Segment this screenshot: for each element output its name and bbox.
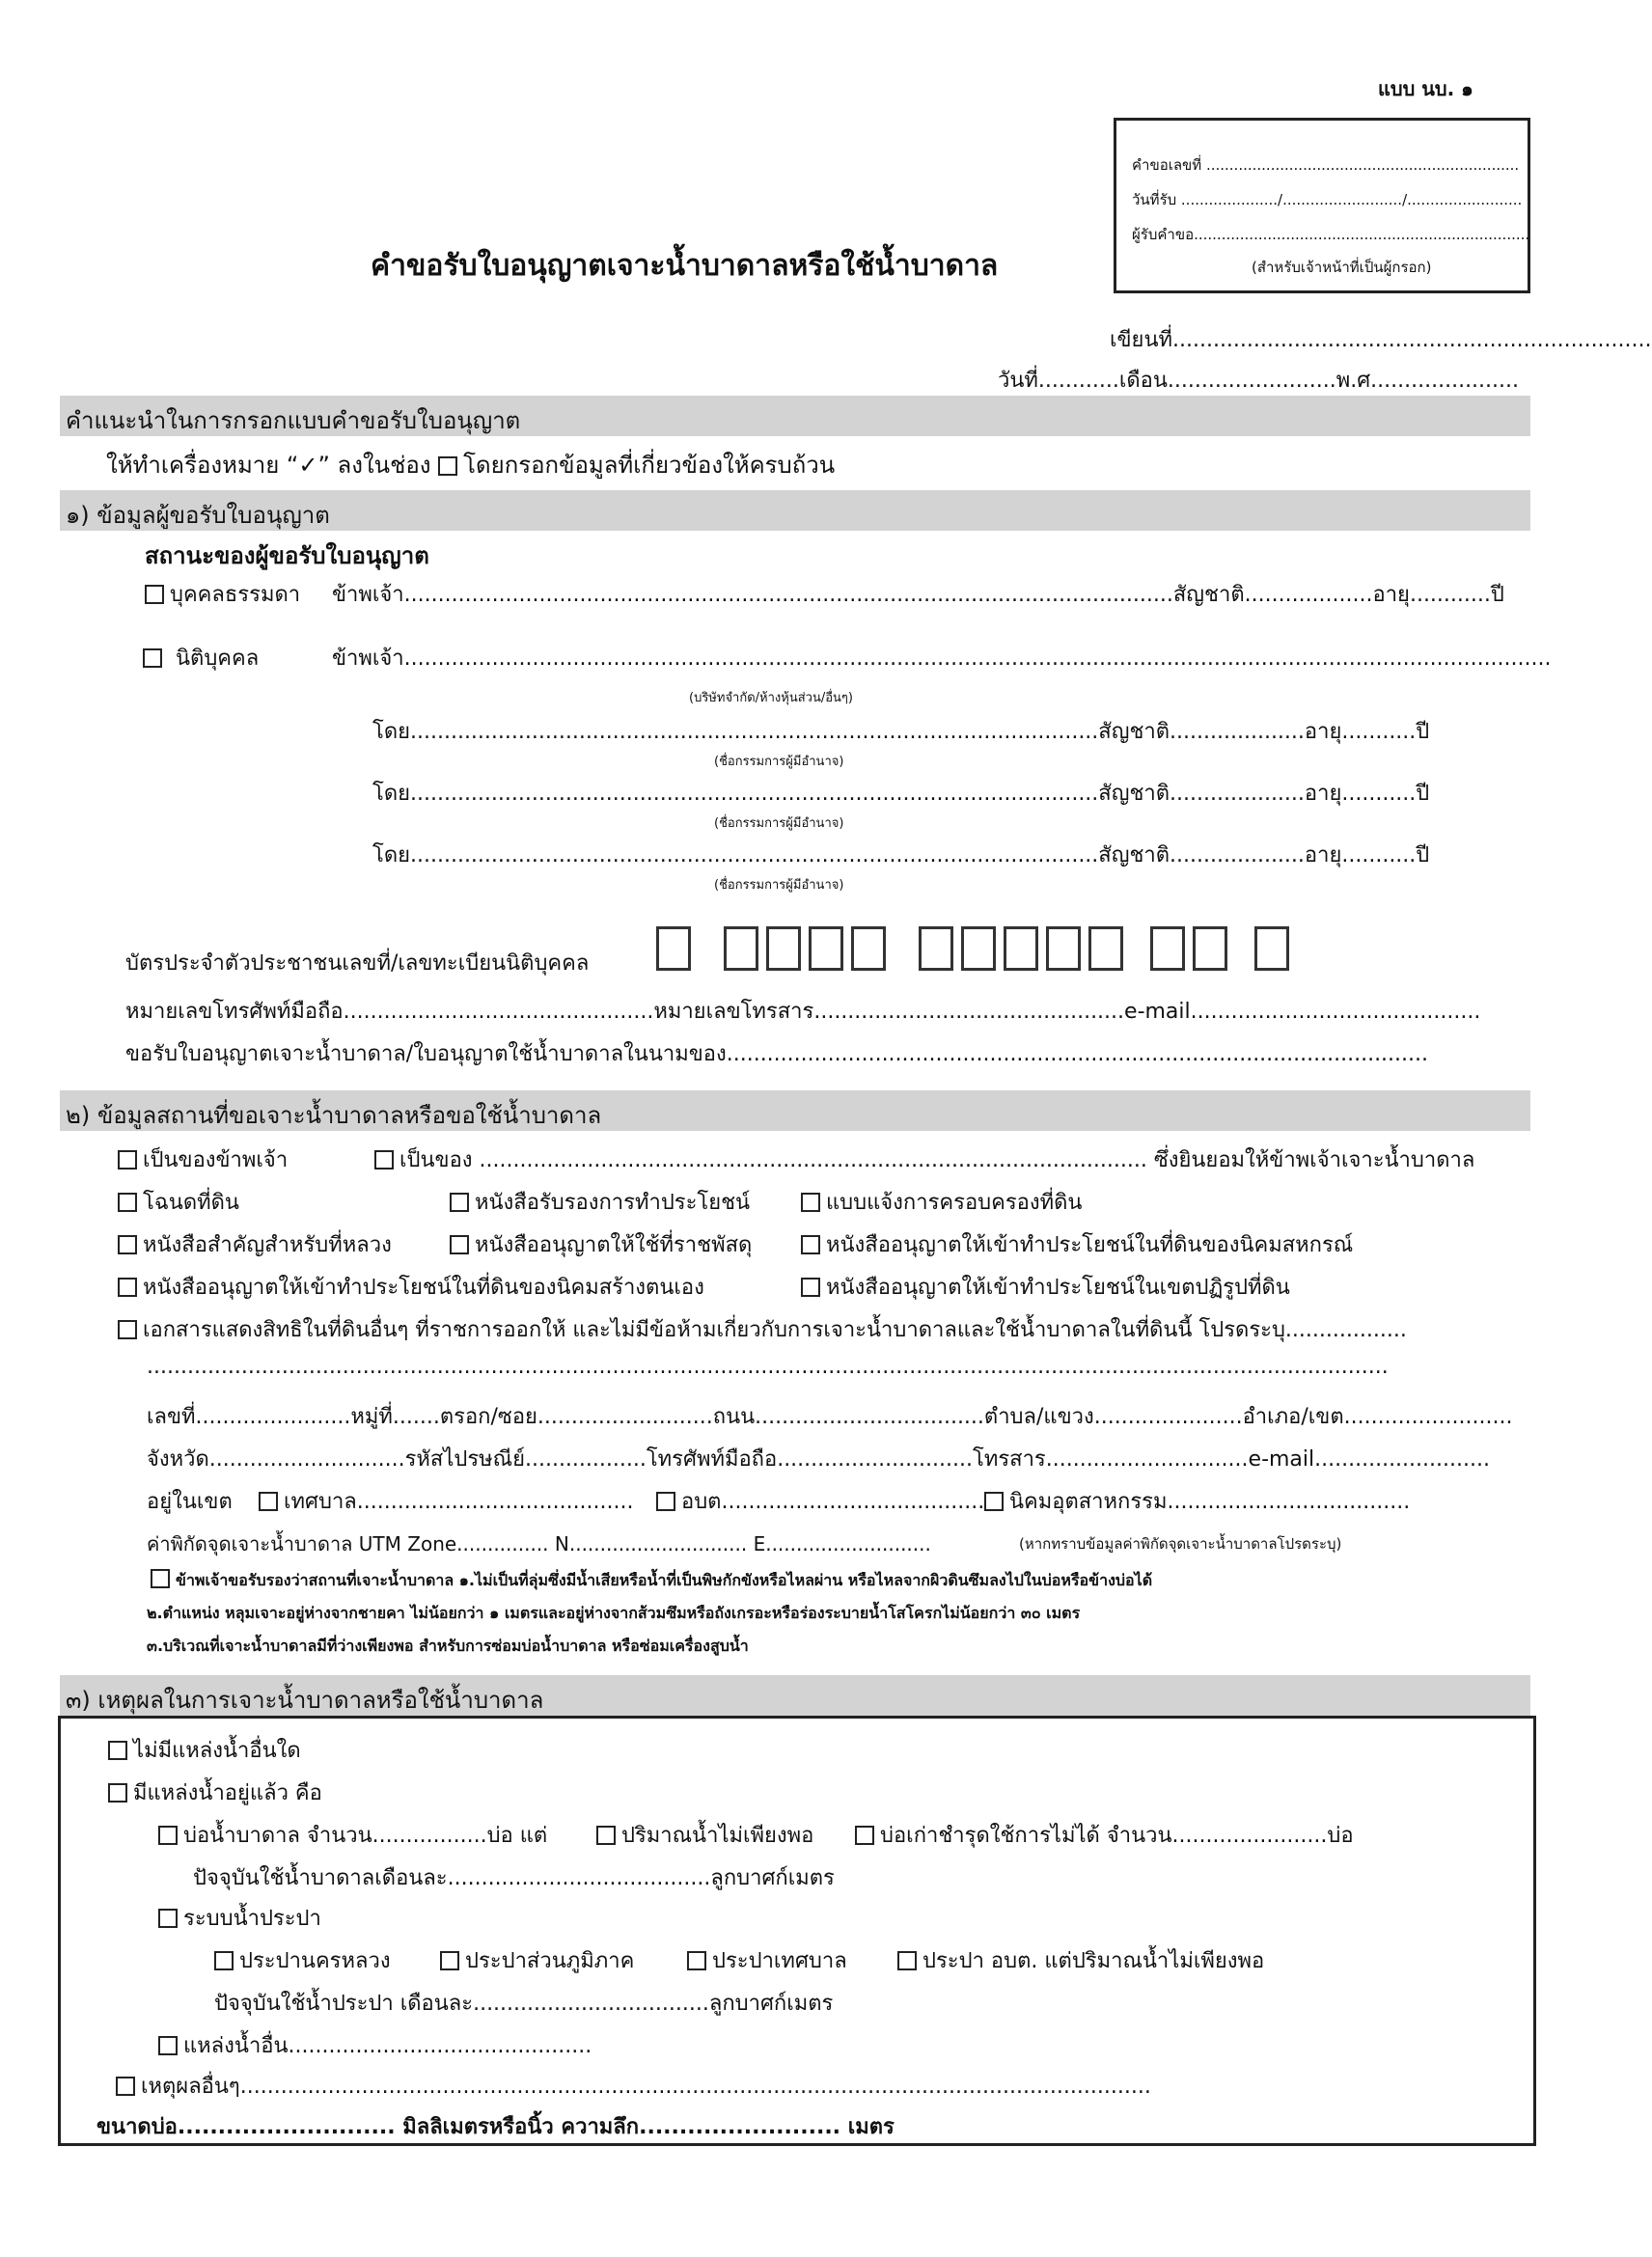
office-use-box bbox=[1114, 118, 1530, 293]
metro-option: ประปานครหลวง bbox=[214, 1943, 391, 1977]
utm-note: (หากทราบข้อมูลค่าพิกัดจุดเจาะน้ำบาดาลโปรดระบุ) bbox=[1019, 1535, 1342, 1553]
id-number-label: บัตรประจำตัวประชาชนเลขที่/เลขทะเบียนนิติบุคคล bbox=[125, 951, 590, 976]
royal-checkbox[interactable] bbox=[118, 1235, 137, 1254]
muni-tap-checkbox[interactable] bbox=[687, 1951, 706, 1970]
request-name-field[interactable]: ขอรับใบอนุญาตเจาะน้ำบาดาล/ใบอนุญาตใช้น้ำบาดาลในนามของ........................................................................................................ bbox=[125, 1042, 1429, 1066]
sao-tap-option: ประปา อบต. แต่ปริมาณน้ำไม่เพียงพอ bbox=[897, 1943, 1264, 1977]
individual-checkbox[interactable] bbox=[145, 585, 164, 604]
id-digit-box[interactable] bbox=[1150, 926, 1185, 971]
certify-line-2: ๒.ตำแหน่ง หลุมเจาะอยู่ห่างจากชายคา ไม่น้อยกว่า ๑ เมตรและอยู่ห่างจากส้วมซึมหรือถังเกรอะหรือร่องระบายน้ำโสโครกไม่น้อยกว่า ๓๐ เมตร bbox=[147, 1604, 1081, 1622]
juristic-checkbox[interactable] bbox=[143, 648, 162, 668]
juristic-name-field[interactable]: ข้าพเจ้า.......................................................................................................................................................................... bbox=[332, 647, 1552, 671]
date-field[interactable]: วันที่............เดือน.........................พ.ศ...................... bbox=[998, 369, 1520, 393]
phone-fields[interactable]: หมายเลขโทรศัพท์มือถือ..............................................หมายเลขโทรสาร..............................................e-mail........................................... bbox=[125, 1000, 1481, 1024]
zone-label: อยู่ในเขต bbox=[147, 1490, 233, 1514]
other-source-checkbox[interactable] bbox=[158, 2036, 178, 2055]
id-digit-box[interactable] bbox=[961, 926, 996, 971]
coop-checkbox[interactable] bbox=[801, 1235, 820, 1254]
broken-checkbox[interactable] bbox=[855, 1826, 874, 1845]
own-land-checkbox[interactable] bbox=[118, 1150, 137, 1170]
no-source-checkbox[interactable] bbox=[108, 1741, 127, 1760]
juristic-type-note: (บริษัทจำกัด/ห้างหุ้นส่วน/อื่นๆ) bbox=[689, 691, 853, 705]
other-reason-option: เหตุผลอื่นๆ....................................................................................................................................... bbox=[116, 2069, 1151, 2103]
director-field-1[interactable]: โดย......................................................................................................สัญชาติ....................อายุ...........ปี bbox=[372, 720, 1430, 744]
office-note: (สำหรับเจ้าหน้าที่เป็นผู้กรอก) bbox=[1252, 259, 1432, 276]
current-well-field[interactable]: ปัจจุบันใช้น้ำบาดาลเดือนละ.......................................ลูกบาศก์เมตร bbox=[193, 1866, 835, 1890]
individual-row: บุคคลธรรมดา bbox=[145, 577, 300, 611]
request-number-field[interactable]: คำขอเลขที่ .................................................................... bbox=[1132, 156, 1520, 174]
id-digit-box[interactable] bbox=[919, 926, 953, 971]
certify-line-1: ข้าพเจ้าขอรับรองว่าสถานที่เจาะน้ำบาดาล ๑.ไม่เป็นที่ลุ่มซึ่งมีน้ำเสียหรือน้ำที่เป็นพิษกักขังหรือไหลผ่าน หรือไหลจากผิวดินซึมลงไปในบ่อหรือข้างบ่อได้ bbox=[151, 1569, 1152, 1593]
insufficient-option: ปริมาณน้ำไม่เพียงพอ bbox=[596, 1818, 813, 1852]
metro-checkbox[interactable] bbox=[214, 1951, 234, 1970]
tap-option: ระบบน้ำประปา bbox=[158, 1901, 321, 1935]
section2-header: ๒) ข้อมูลสถานที่ขอเจาะน้ำบาดาลหรือขอใช้น้ำบาดาล bbox=[60, 1090, 1530, 1131]
id-digit-box[interactable] bbox=[809, 926, 843, 971]
received-date-field[interactable]: วันที่รับ ...................../........................../......................... bbox=[1132, 191, 1523, 208]
section1-header: ๑) ข้อมูลผู้ขอรับใบอนุญาต bbox=[60, 490, 1530, 531]
tap-checkbox[interactable] bbox=[158, 1909, 178, 1928]
sao-tap-checkbox[interactable] bbox=[897, 1951, 917, 1970]
director-note-1: (ชื่อกรรมการผู้มีอำนาจ) bbox=[714, 755, 844, 769]
instruction-text: ให้ทำเครื่องหมาย “✓” ลงในช่อง โดยกรอกข้อมูลที่เกี่ยวข้องให้ครบถ้วน bbox=[106, 452, 836, 479]
applicant-status-label: สถานะของผู้ขอรับใบอนุญาต bbox=[145, 542, 429, 569]
other-doc-detail-field[interactable]: ........................................................................................................................................................................................ bbox=[147, 1355, 1389, 1379]
check-mark-icon: ✓ bbox=[298, 452, 318, 479]
other-doc-checkbox[interactable] bbox=[118, 1320, 137, 1339]
director-note-2: (ชื่อกรรมการผู้มีอำนาจ) bbox=[714, 816, 844, 831]
section3-header: ๓) เหตุผลในการเจาะน้ำบาดาลหรือใช้น้ำบาดาล bbox=[60, 1675, 1530, 1716]
sao-checkbox[interactable] bbox=[656, 1492, 675, 1511]
form-code: แบบ นบ. ๑ bbox=[1378, 77, 1473, 100]
juristic-row: นิติบุคคล bbox=[143, 641, 259, 674]
sao-option: อบต....................................... bbox=[656, 1484, 984, 1518]
certify-line-3: ๓.บริเวณที่เจาะน้ำบาดาลมีที่ว่างเพียงพอ สำหรับการซ่อมบ่อน้ำบาดาล หรือซ่อมเครื่องสูบน้ำ bbox=[147, 1637, 749, 1655]
id-digit-box[interactable] bbox=[766, 926, 801, 971]
instruction-header: คำแนะนำในการกรอกแบบคำขอรับใบอนุญาต bbox=[60, 396, 1530, 436]
has-source-checkbox[interactable] bbox=[108, 1783, 127, 1803]
belongs-checkbox[interactable] bbox=[374, 1150, 394, 1170]
other-doc-option: เอกสารแสดงสิทธิในที่ดินอื่นๆ ที่ราชการออกให้ และไม่มีข้อห้ามเกี่ยวกับการเจาะน้ำบาดาลและใช้น้ำบาดาลในที่ดินนี้ โปรดระบุ.................. bbox=[118, 1312, 1407, 1346]
notify-option: แบบแจ้งการครอบครองที่ดิน bbox=[801, 1185, 1082, 1219]
notify-checkbox[interactable] bbox=[801, 1193, 820, 1212]
written-at-field[interactable]: เขียนที่....................................................................... bbox=[1110, 328, 1652, 352]
director-field-3[interactable]: โดย......................................................................................................สัญชาติ....................อายุ...........ปี bbox=[372, 843, 1430, 867]
industrial-option: นิคมอุตสาหกรรม.................................... bbox=[984, 1484, 1410, 1518]
insufficient-checkbox[interactable] bbox=[596, 1826, 616, 1845]
id-digit-box[interactable] bbox=[1004, 926, 1038, 971]
deed-option: โฉนดที่ดิน bbox=[118, 1185, 239, 1219]
current-tap-field[interactable]: ปัจจุบันใช้น้ำประปา เดือนละ...................................ลูกบาศก์เมตร bbox=[214, 1992, 834, 2016]
director-field-2[interactable]: โดย......................................................................................................สัญชาติ....................อายุ...........ปี bbox=[372, 782, 1430, 806]
muni-tap-option: ประปาเทศบาล bbox=[687, 1943, 847, 1977]
individual-name-field[interactable]: ข้าพเจ้า..................................................................................................................สัญชาติ...................อายุ............ปี bbox=[332, 583, 1504, 607]
own-land-option: เป็นของข้าพเจ้า bbox=[118, 1142, 288, 1176]
receiver-field[interactable]: ผู้รับคำขอ......................................................................... bbox=[1132, 226, 1530, 243]
municipality-checkbox[interactable] bbox=[259, 1492, 278, 1511]
well-checkbox[interactable] bbox=[158, 1826, 178, 1845]
id-digit-box[interactable] bbox=[1193, 926, 1227, 971]
well-size-field[interactable]: ขนาดบ่อ........................... มิลลิเมตรหรือนิ้ว ความลึก......................... เมตร bbox=[96, 2115, 895, 2139]
deed-checkbox[interactable] bbox=[118, 1193, 137, 1212]
regional-option: ประปาส่วนภูมิภาค bbox=[440, 1943, 634, 1977]
industrial-checkbox[interactable] bbox=[984, 1492, 1004, 1511]
coop-option: หนังสืออนุญาตให้เข้าทำประโยชน์ในที่ดินของนิคมสหกรณ์ bbox=[801, 1227, 1353, 1261]
certify-checkbox[interactable] bbox=[151, 1569, 170, 1588]
cert-use-checkbox[interactable] bbox=[450, 1193, 469, 1212]
page-title: คำขอรับใบอนุญาตเจาะน้ำบาดาลหรือใช้น้ำบาดาล bbox=[371, 249, 999, 283]
well-option: บ่อน้ำบาดาล จำนวน.................บ่อ แต่ bbox=[158, 1818, 547, 1852]
no-source-option: ไม่มีแหล่งน้ำอื่นใด bbox=[108, 1733, 301, 1767]
reform-option: หนังสืออนุญาตให้เข้าทำประโยชน์ในเขตปฏิรูปที่ดิน bbox=[801, 1270, 1290, 1304]
id-digit-box[interactable] bbox=[851, 926, 886, 971]
id-digit-box[interactable] bbox=[724, 926, 758, 971]
address-line-1[interactable]: เลขที่.......................หมู่ที่.......ตรอก/ซอย..........................ถนน..................................ตำบล/แขวง......................อำเภอ/เขต......................... bbox=[147, 1405, 1513, 1429]
treasury-checkbox[interactable] bbox=[450, 1235, 469, 1254]
example-checkbox bbox=[438, 456, 457, 476]
self-help-checkbox[interactable] bbox=[118, 1278, 137, 1297]
reform-checkbox[interactable] bbox=[801, 1278, 820, 1297]
id-digit-box[interactable] bbox=[1088, 926, 1123, 971]
utm-field[interactable]: ค่าพิกัดจุดเจาะน้ำบาดาล UTM Zone............... N............................. E........................... bbox=[147, 1532, 931, 1555]
royal-option: หนังสือสำคัญสำหรับที่หลวง bbox=[118, 1227, 392, 1261]
treasury-option: หนังสืออนุญาตให้ใช้ที่ราชพัสดุ bbox=[450, 1227, 752, 1261]
address-line-2[interactable]: จังหวัด.............................รหัสไปรษณีย์..................โทรศัพท์มือถือ.............................โทรสาร..............................e-mail.......................... bbox=[147, 1447, 1490, 1472]
id-digit-box[interactable] bbox=[1046, 926, 1081, 971]
other-source-option: แหล่งน้ำอื่น............................................. bbox=[158, 2028, 592, 2062]
id-digit-box[interactable] bbox=[1254, 926, 1289, 971]
has-source-option: มีแหล่งน้ำอยู่แล้ว คือ bbox=[108, 1775, 322, 1809]
broken-option: บ่อเก่าชำรุดใช้การไม่ได้ จำนวน.......................บ่อ bbox=[855, 1818, 1354, 1852]
cert-use-option: หนังสือรับรองการทำประโยชน์ bbox=[450, 1185, 750, 1219]
municipality-option: เทศบาล......................................... bbox=[259, 1484, 634, 1518]
other-reason-checkbox[interactable] bbox=[116, 2077, 135, 2096]
regional-checkbox[interactable] bbox=[440, 1951, 459, 1970]
director-note-3: (ชื่อกรรมการผู้มีอำนาจ) bbox=[714, 878, 844, 893]
belongs-option: เป็นของ ................................................................................................... ซึ่งยินยอมให้ข้าพเจ้าเจาะน้ำบาดาล bbox=[374, 1142, 1474, 1176]
id-digit-box[interactable] bbox=[656, 926, 691, 971]
self-help-option: หนังสืออนุญาตให้เข้าทำประโยชน์ในที่ดินของนิคมสร้างตนเอง bbox=[118, 1270, 704, 1304]
